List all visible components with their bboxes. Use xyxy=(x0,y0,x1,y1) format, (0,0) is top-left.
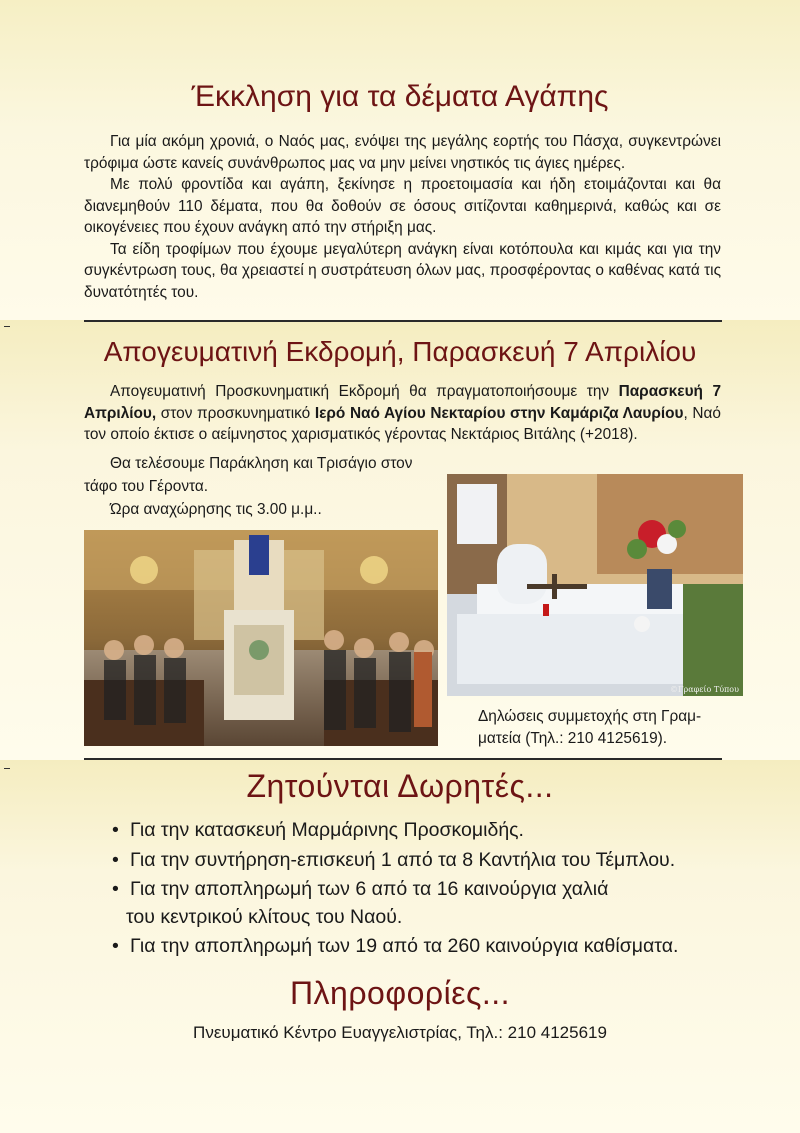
margin-tick xyxy=(4,326,10,327)
section-divider xyxy=(84,320,722,322)
excursion-title: Απογευματινή Εκδρομή, Παρασκευή 7 Απριλίου xyxy=(103,336,697,367)
intro-date: Παρασκευή 7 Απριλίου, xyxy=(84,383,722,422)
intro-text: , Ναό τον οποίο έκτισε ο αείμνηστος χαρισματικός γέροντας Νεκτάριος Βιτάλης (+2018). xyxy=(84,404,721,443)
caption-line: Δηλώσεις συμμετοχής στη Γραμ- xyxy=(478,708,702,725)
appeal-paragraph: Για μία ακόμη χρονιά, ο Ναός μας, ενόψει της μεγάλης εορτής του Πάσχα, συγκεντρώνει τρόφιμα ώστε κανείς συνάνθρωπος μας να μην μείνει νηστικός τις άγιες ημέρες. xyxy=(84,133,721,172)
donors-title: Ζητούνται Δωρητές... xyxy=(246,768,554,804)
excursion-details xyxy=(84,452,444,521)
photo-credit: ©Γραφείο Τύπου xyxy=(669,685,739,694)
appeal-paragraph: Τα είδη τροφίμων που έχουμε μεγαλύτερη ανάγκη είναι κοτόπουλα και κιμάς και για την συγκέντρωση τους, θα χρειαστεί η συστράτευση όλων μας, προσφέροντας ο καθένας κατά τις δυνατότητές του. xyxy=(84,240,721,301)
intro-text: Απογευματινή Προσκυνηματική Εκδρομή θα πραγματοποιήσουμε την xyxy=(110,383,619,400)
bullet-icon: • xyxy=(112,819,119,841)
bullet-icon: • xyxy=(112,878,119,900)
appeal-paragraph: Με πολύ φροντίδα και αγάπη, ξεκίνησε η προετοιμασία και ήδη ετοιμάζονται και θα διανεμηθούν 110 δέματα, που θα δοθούν σε όσους σιτίζονται καθημερινά, καθώς και σε οικογένειες που έχουν ανάγκη από την στήριξη μας. xyxy=(84,176,721,236)
donor-needs-list xyxy=(112,817,752,963)
list-item-text: Για την αποπληρωμή των 6 από τα 16 καινούργια χαλιά xyxy=(130,878,609,900)
excursion-intro xyxy=(84,381,721,446)
list-item-text: Για την συντήρηση-επισκευή 1 από τα 8 Καντήλια του Τέμπλου. xyxy=(130,848,676,871)
list-item-text: Για την αποπληρωμή των 19 από τα 260 καινούργια καθίσματα. xyxy=(130,935,679,957)
list-item xyxy=(112,876,752,931)
list-item-text: Για την κατασκευή Μαρμάρινης Προσκομιδής. xyxy=(130,819,524,841)
bullet-icon: • xyxy=(112,848,119,871)
details-line: τάφο του Γέροντα. xyxy=(84,478,209,495)
appeal-body xyxy=(84,131,721,303)
registration-caption xyxy=(478,706,722,750)
tomb-photo xyxy=(447,474,743,696)
departure-time: Ώρα αναχώρησης τις 3.00 μ.μ.. xyxy=(110,501,322,518)
info-title: Πληροφορίες... xyxy=(289,975,511,1011)
intro-church: Ιερό Ναό Αγίου Νεκταρίου στην Καμάριζα Λαυρίου xyxy=(314,404,684,422)
section-divider xyxy=(84,758,722,760)
details-line: Θα τελέσουμε Παράκληση και Τρισάγιο στον xyxy=(110,455,413,472)
intro-text: στον προσκυνηματικό xyxy=(156,404,315,422)
caption-line: ματεία (Τηλ.: 210 4125619). xyxy=(478,730,668,747)
list-item xyxy=(112,933,752,961)
contact-info: Πνευματικό Κέντρο Ευαγγελιστρίας, Τηλ.: 210 4125619 xyxy=(193,1023,607,1042)
appeal-title: Έκκληση για τα δέματα Αγάπης xyxy=(191,80,609,113)
bullet-icon: • xyxy=(112,935,119,957)
church-interior-photo xyxy=(84,530,438,746)
list-item xyxy=(112,817,752,845)
list-item-continuation: του κεντρικού κλίτους του Ναού. xyxy=(126,905,403,928)
list-item xyxy=(112,847,752,875)
